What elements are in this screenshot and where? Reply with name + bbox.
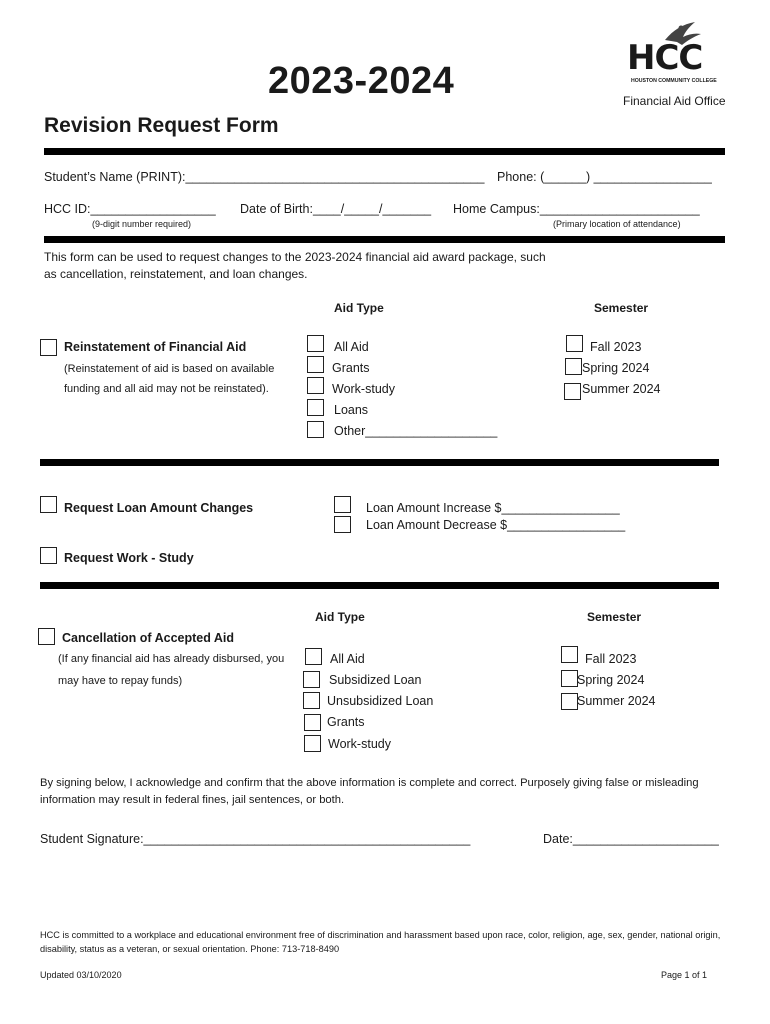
cancel-aid-option-work-study: Work-study — [328, 737, 391, 751]
semester-checkbox-spring-2024[interactable] — [565, 358, 582, 375]
student-signature-field[interactable]: Student Signature:_______________________________________________ — [40, 832, 471, 846]
divider — [40, 582, 719, 589]
aid-type-header-2: Aid Type — [315, 610, 365, 624]
cancellation-note-2: may have to repay funds) — [58, 675, 183, 687]
office-label: Financial Aid Office — [623, 94, 726, 108]
aid-checkbox-work-study[interactable] — [307, 377, 324, 394]
logo-subtitle: HOUSTON COMMUNITY COLLEGE — [631, 78, 717, 84]
hcc-logo — [625, 18, 731, 90]
cancel-semester-checkbox-fall-2023[interactable] — [561, 646, 578, 663]
cancel-semester-option-summer-2024: Summer 2024 — [577, 694, 656, 708]
cancellation-note-1: (If any financial aid has already disbursed, you — [58, 653, 285, 665]
reinstatement-note-2: funding and all aid may not be reinstated). — [64, 383, 269, 395]
work-study-label: Request Work - Study — [64, 551, 194, 565]
cancel-aid-option-subsidized-loan: Subsidized Loan — [329, 673, 422, 687]
cancel-aid-checkbox-unsubsidized-loan[interactable] — [303, 692, 320, 709]
form-title: Revision Request Form — [44, 114, 279, 137]
reinstatement-note-1: (Reinstatement of aid is based on available — [64, 363, 275, 375]
cancel-semester-option-fall-2023: Fall 2023 — [585, 652, 637, 666]
loan-increase-field[interactable]: Loan Amount Increase $_________________ — [366, 501, 620, 515]
aid-option-all-aid: All Aid — [334, 340, 369, 354]
year-title: 2023-2024 — [268, 60, 455, 102]
aid-option-other: Other___________________ — [334, 424, 498, 438]
intro-line-2: as cancellation, reinstatement, and loan changes. — [44, 267, 308, 281]
divider — [40, 459, 719, 466]
cancel-semester-checkbox-summer-2024[interactable] — [561, 693, 578, 710]
semester-checkbox-summer-2024[interactable] — [564, 383, 581, 400]
loan-decrease-checkbox[interactable] — [334, 516, 351, 533]
aid-option-work-study: Work-study — [332, 382, 395, 396]
cancel-aid-option-unsubsidized-loan: Unsubsidized Loan — [327, 694, 434, 708]
semester-checkbox-fall-2023[interactable] — [566, 335, 583, 352]
cancel-semester-checkbox-spring-2024[interactable] — [561, 670, 578, 687]
aid-type-header: Aid Type — [334, 301, 384, 315]
reinstatement-checkbox[interactable] — [40, 339, 57, 356]
loan-changes-checkbox[interactable] — [40, 496, 57, 513]
student-name-field[interactable]: Student’s Name (PRINT):___________________________________________ — [44, 170, 485, 184]
nondiscrimination-policy: HCC is committed to a workplace and educational environment free of discrimination and harassment based upon race, color, religion, age, sex, gender, national origin, disability, status as a veteran, or sexual orientation. Phone: 713-718-8490 — [40, 930, 721, 954]
cancel-aid-option-grants: Grants — [327, 715, 365, 729]
semester-header: Semester — [594, 301, 649, 315]
semester-option-fall-2023: Fall 2023 — [590, 340, 642, 354]
cancel-aid-option-all-aid: All Aid — [330, 652, 365, 666]
cancel-aid-checkbox-work-study[interactable] — [304, 735, 321, 752]
divider — [44, 148, 725, 155]
signature-date-field[interactable]: Date:_____________________ — [543, 832, 719, 846]
aid-checkbox-grants[interactable] — [307, 356, 324, 373]
cancel-aid-checkbox-all-aid[interactable] — [305, 648, 322, 665]
reinstatement-label: Reinstatement of Financial Aid — [64, 340, 247, 354]
cancel-semester-option-spring-2024: Spring 2024 — [577, 673, 645, 687]
logo-letters: HCC — [627, 38, 703, 78]
aid-option-grants: Grants — [332, 361, 370, 375]
hcc-id-field[interactable]: HCC ID:__________________ — [44, 202, 216, 216]
cancellation-checkbox[interactable] — [38, 628, 55, 645]
work-study-checkbox[interactable] — [40, 547, 57, 564]
loan-increase-checkbox[interactable] — [334, 496, 351, 513]
loan-changes-label: Request Loan Amount Changes — [64, 501, 254, 515]
phone-field[interactable]: Phone: (______) _________________ — [497, 170, 712, 184]
home-campus-field[interactable]: Home Campus:_______________________ — [453, 202, 700, 216]
acknowledgement-statement: By signing below, I acknowledge and confirm that the above information is complete and correct. Purposely giving false or misleading information may result in federal fines, jail sentences, or both. — [40, 777, 699, 806]
page-number: Page 1 of 1 — [661, 970, 708, 980]
aid-checkbox-other[interactable] — [307, 421, 324, 438]
updated-date: Updated 03/10/2020 — [40, 970, 122, 980]
divider — [44, 236, 725, 243]
cancellation-label: Cancellation of Accepted Aid — [62, 631, 235, 645]
intro-line-1: This form can be used to request changes to the 2023-2024 financial aid award package, such — [44, 250, 546, 264]
semester-option-spring-2024: Spring 2024 — [582, 361, 650, 375]
aid-checkbox-loans[interactable] — [307, 399, 324, 416]
campus-note: (Primary location of attendance) — [553, 219, 681, 229]
cancel-aid-checkbox-subsidized-loan[interactable] — [303, 671, 320, 688]
hcc-id-note: (9-digit number required) — [92, 219, 192, 229]
aid-checkbox-all-aid[interactable] — [307, 335, 324, 352]
cancel-aid-checkbox-grants[interactable] — [304, 714, 321, 731]
semester-option-summer-2024: Summer 2024 — [582, 382, 661, 396]
aid-option-loans: Loans — [334, 403, 369, 417]
date-of-birth-field[interactable]: Date of Birth:____/_____/_______ — [240, 202, 432, 216]
loan-decrease-field[interactable]: Loan Amount Decrease $_________________ — [366, 518, 626, 532]
semester-header-2: Semester — [587, 610, 642, 624]
